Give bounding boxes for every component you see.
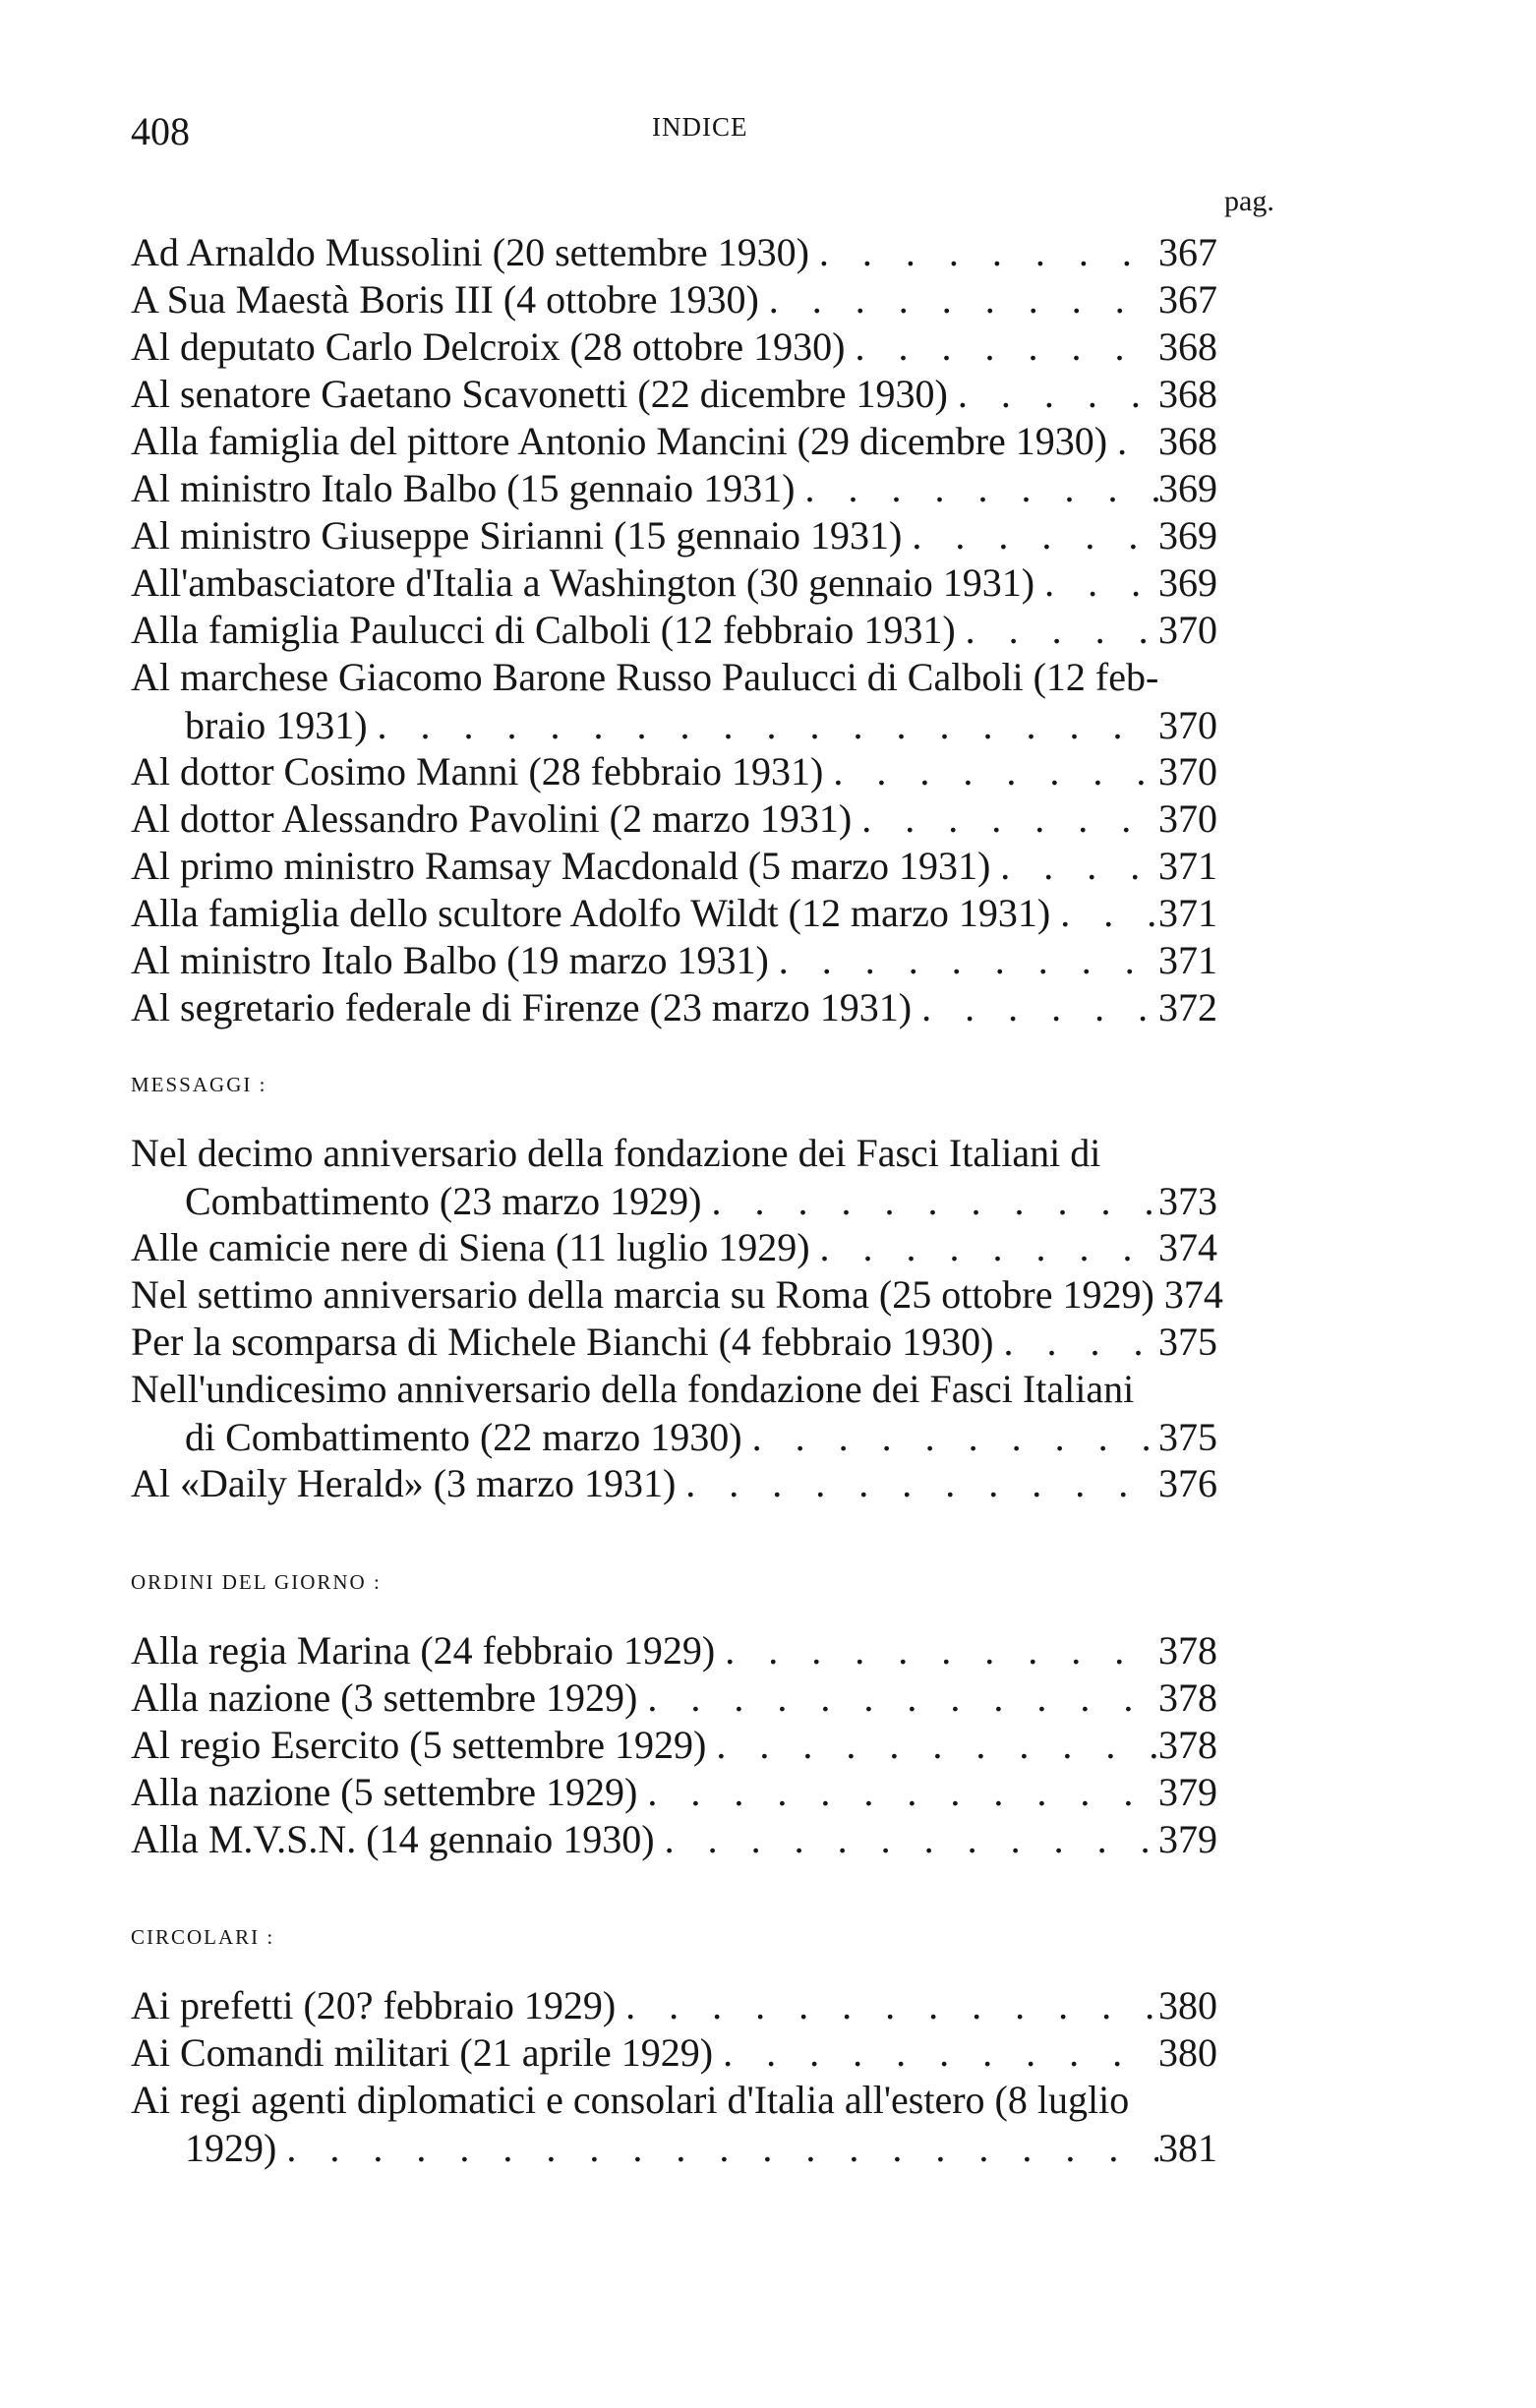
entry-title: Nel settimo anniversario della marcia su Roma (25 ottobre 1929) [131, 1272, 1154, 1317]
toc-entry [131, 512, 1217, 558]
entry-page-number: 378 [1158, 1628, 1217, 1673]
entry-title: Ai prefetti (20? febbraio 1929) [131, 1983, 617, 2027]
entry-page-number: 380 [1158, 2030, 1217, 2075]
entry-page-number: 369 [1158, 513, 1217, 558]
entry-title: Al ministro Italo Balbo (19 marzo 1931) [131, 938, 769, 982]
dot-leader [809, 229, 1158, 275]
toc-entry [131, 559, 1217, 606]
page-column-label: pag. [1224, 185, 1274, 217]
dot-leader [637, 1769, 1158, 1815]
toc-entry [131, 1769, 1217, 1815]
toc-entry [131, 1224, 1217, 1270]
dot-leader [1050, 890, 1158, 936]
toc-entry [131, 984, 1217, 1030]
section-heading-circolari: CIRCOLARI : [131, 1925, 275, 1949]
dot-leader [769, 937, 1158, 983]
section-heading-messaggi: MESSAGGI : [131, 1073, 267, 1096]
entry-page-number: 375 [1158, 1320, 1217, 1364]
entry-title: Alle camicie nere di Siena (11 luglio 1929) [131, 1225, 810, 1269]
entry-title: Ai Comandi militari (21 aprile 1929) [131, 2030, 714, 2075]
toc-entry [131, 1271, 1223, 1318]
dot-leader [616, 1982, 1158, 2028]
entry-title: All'ambasciatore d'Italia a Washington (30 gennaio 1931) [131, 560, 1035, 605]
dot-leader [368, 702, 1158, 748]
dot-leader [759, 276, 1158, 323]
entry-page-number: 372 [1158, 985, 1217, 1029]
dot-leader [1107, 418, 1158, 464]
entry-title: Al deputato Carlo Delcroix (28 ottobre 1930) [131, 324, 846, 369]
entry-page-number: 370 [1158, 703, 1217, 747]
dot-leader [902, 512, 1158, 558]
dot-leader [990, 843, 1158, 889]
entry-title: Alla famiglia dello scultore Adolfo Wildt (12 marzo 1931) [131, 891, 1051, 935]
toc-entry [131, 1674, 1217, 1721]
toc-entry [131, 418, 1217, 464]
toc-entry [131, 2029, 1217, 2076]
entry-page-number: 371 [1158, 844, 1217, 888]
toc-entry [131, 1722, 1217, 1768]
entry-page-number: 369 [1158, 560, 1217, 605]
entry-title: Al segretario federale di Firenze (23 marzo 1931) [131, 985, 913, 1029]
toc-entry [131, 276, 1217, 323]
dot-leader [706, 1722, 1158, 1768]
toc-entry [131, 371, 1217, 417]
entry-title: Nel decimo anniversario della fondazione dei Fasci Italiani di [131, 1131, 1101, 1175]
entry-title: Nell'undicesimo anniversario della fondazione dei Fasci Italiani [131, 1367, 1135, 1411]
entry-title: Alla famiglia Paulucci di Calboli (12 febbraio 1931) [131, 608, 956, 652]
toc-entry [131, 937, 1217, 983]
entry-title: Alla famiglia del pittore Antonio Mancini (29 dicembre 1930) [131, 419, 1108, 463]
toc-entry [131, 1627, 1217, 1674]
entry-page-number: 373 [1158, 1179, 1217, 1223]
entry-page-number: 381 [1158, 2126, 1217, 2170]
toc-entry [131, 1319, 1217, 1365]
entry-page-number: 368 [1158, 419, 1217, 463]
toc-entry [131, 323, 1217, 370]
entry-page-number: 370 [1158, 796, 1217, 841]
dot-leader [701, 1178, 1158, 1224]
toc-entry [131, 229, 1217, 275]
entry-title: Per la scomparsa di Michele Bianchi (4 febbraio 1930) [131, 1320, 994, 1364]
entry-page-number: 378 [1158, 1723, 1217, 1767]
section-heading-ordini: ORDINI DEL GIORNO : [131, 1570, 382, 1594]
toc-entry [131, 1460, 1217, 1506]
entry-title: Al senatore Gaetano Scavonetti (22 dicembre 1930) [131, 372, 948, 416]
dot-leader [655, 1816, 1158, 1862]
entry-page-number: 369 [1158, 466, 1217, 510]
entry-page-number: 371 [1158, 938, 1217, 982]
entry-title: Alla nazione (3 settembre 1929) [131, 1675, 638, 1720]
entry-page-number: 368 [1158, 372, 1217, 416]
toc-entry [131, 2077, 1217, 2171]
entry-page-number: 376 [1158, 1461, 1217, 1505]
entry-page-number: 368 [1158, 324, 1217, 369]
entry-title: Al ministro Giuseppe Sirianni (15 gennaio 1931) [131, 513, 903, 558]
entry-page-number: 379 [1158, 1817, 1217, 1861]
entry-page-number: 375 [1158, 1415, 1217, 1459]
toc-entry [131, 465, 1217, 511]
running-header [131, 98, 1262, 157]
entry-title: Alla regia Marina (24 febbraio 1929) [131, 1628, 716, 1673]
entry-title-continuation: 1929) [185, 2126, 277, 2170]
entry-title: Al marchese Giacomo Barone Russo Paulucci di Calboli (12 feb- [131, 655, 1159, 699]
toc-entry [131, 607, 1217, 653]
dot-leader [810, 1224, 1158, 1270]
dot-leader [1154, 1271, 1164, 1318]
toc-entry [131, 1366, 1217, 1460]
dot-leader [713, 2029, 1158, 2076]
toc-entry [131, 890, 1217, 936]
entry-title-continuation: braio 1931) [185, 703, 368, 747]
entry-page-number: 367 [1158, 230, 1217, 274]
entry-page-number: 379 [1158, 1770, 1217, 1814]
entry-title-continuation: Combattimento (23 marzo 1929) [185, 1179, 702, 1223]
toc-entry [131, 1982, 1217, 2028]
dot-leader [1034, 559, 1158, 606]
dot-leader [948, 371, 1158, 417]
dot-leader [276, 2125, 1158, 2171]
dot-leader [795, 465, 1158, 511]
dot-leader [676, 1460, 1158, 1506]
dot-leader [637, 1674, 1158, 1721]
entry-page-number: 374 [1158, 1225, 1217, 1269]
entry-page-number: 378 [1158, 1675, 1217, 1720]
entry-title: Alla M.V.S.N. (14 gennaio 1930) [131, 1817, 655, 1861]
entry-page-number: 371 [1158, 891, 1217, 935]
toc-entry [131, 1816, 1217, 1862]
toc-entry [131, 654, 1217, 748]
entry-title: A Sua Maestà Boris III (4 ottobre 1930) [131, 277, 759, 322]
toc-entry [131, 748, 1217, 794]
dot-leader [845, 323, 1158, 370]
entry-page-number: 374 [1163, 1272, 1223, 1317]
entry-title: Al regio Esercito (5 settembre 1929) [131, 1723, 707, 1767]
entry-title: Ai regi agenti diplomatici e consolari d'Italia all'estero (8 luglio [131, 2078, 1130, 2122]
entry-page-number: 370 [1158, 608, 1217, 652]
dot-leader [823, 748, 1158, 794]
toc-entry [131, 795, 1217, 842]
entry-title-continuation: di Combattimento (22 marzo 1930) [185, 1415, 742, 1459]
dot-leader [912, 984, 1158, 1030]
dot-leader [715, 1627, 1158, 1674]
entry-page-number: 367 [1158, 277, 1217, 322]
dot-leader [956, 607, 1158, 653]
entry-title: Ad Arnaldo Mussolini (20 settembre 1930) [131, 230, 809, 274]
toc-entry [131, 1130, 1217, 1224]
entry-title: Al dottor Alessandro Pavolini (2 marzo 1931) [131, 796, 853, 841]
page-number: 408 [131, 109, 190, 153]
entry-title: Al primo ministro Ramsay Macdonald (5 marzo 1931) [131, 844, 991, 888]
dot-leader [994, 1319, 1159, 1365]
entry-page-number: 380 [1158, 1983, 1217, 2027]
running-title: INDICE [652, 112, 748, 142]
entry-title: Alla nazione (5 settembre 1929) [131, 1770, 638, 1814]
entry-title: Al dottor Cosimo Manni (28 febbraio 1931) [131, 749, 824, 793]
entry-page-number: 370 [1158, 749, 1217, 793]
entry-title: Al ministro Italo Balbo (15 gennaio 1931) [131, 466, 796, 510]
dot-leader [742, 1414, 1158, 1460]
toc-entry [131, 843, 1217, 889]
dot-leader [852, 795, 1158, 842]
entry-title: Al «Daily Herald» (3 marzo 1931) [131, 1461, 677, 1505]
